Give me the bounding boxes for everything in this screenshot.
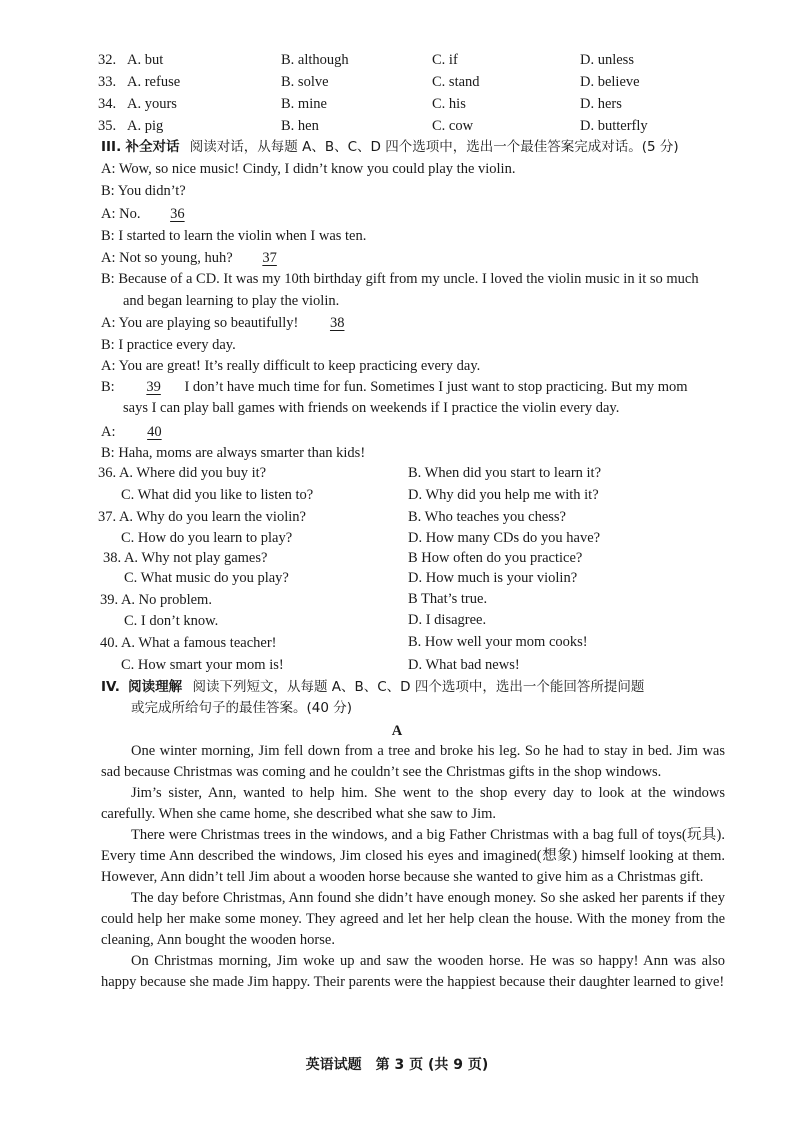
options-row: 38. A. Why not play games? [103, 550, 268, 566]
passage [101, 741, 725, 993]
dialogue-text: A: Not so young, huh? [101, 250, 233, 266]
options-row: 36. A. Where did you buy it? [98, 465, 267, 481]
paragraph: There were Christmas trees in the windows, and a big Father Christmas with a bag full of toys(玩具). Every time Ann described the windows, Jim closed his eyes and imagined(想象) himself looking at them. However, Ann didn’t tell Jim about a wooden horse because she wanted to give him as a Christmas gift. [101, 827, 725, 885]
option-b: B. hen [281, 118, 319, 134]
question-number: 34. [98, 96, 117, 112]
options-row: B. When did you start to learn it? [408, 465, 602, 481]
section-instruction: 阅读对话，从每题 A、B、C、D 四个选项中，选出一个最佳答案完成对话。(5 分) [189, 139, 679, 155]
section-title: 补全对话 [125, 139, 180, 155]
options-row: B. How well your mom cooks! [408, 634, 588, 650]
question-number: 33. [98, 74, 117, 90]
options-row: C. I don’t know. [124, 613, 219, 629]
dialogue-line: B: Haha, moms are always smarter than kids! [101, 445, 366, 461]
options-row: C. How do you learn to play? [121, 530, 293, 546]
dialogue-line: B: You didn’t? [101, 183, 186, 199]
dialogue-line [101, 204, 199, 225]
question-number: 35. [98, 118, 117, 134]
options-row: B. Who teaches you chess? [408, 509, 566, 525]
dialogue-line: A: You are great! It’s really difficult to keep practicing every day. [101, 358, 481, 374]
options-row: D. Why did you help me with it? [408, 487, 599, 503]
option-a: A. but [127, 52, 164, 68]
options-row: D. What bad news! [408, 657, 520, 673]
dialogue-line: B: I started to learn the violin when I was ten. [101, 228, 367, 244]
options-row: C. What did you like to listen to? [121, 487, 314, 503]
speaker-label: B: [101, 379, 115, 395]
question-number: 32. [98, 52, 117, 68]
section-instruction: 阅读下列短文，从每题 A、B、C、D 四个选项中，选出一个能回答所提问题 [192, 679, 645, 695]
option-b: B. although [281, 52, 349, 68]
answer-blank-40: 40 [147, 424, 162, 440]
option-a: A. refuse [127, 74, 181, 90]
dialogue-line [101, 313, 358, 334]
passage-title: A [391, 723, 403, 739]
dialogue-text: I don’t have much time for fun. Sometimes I just want to stop practicing. But my mom [184, 379, 688, 395]
option-d: D. believe [580, 74, 640, 90]
paragraph: The day before Christmas, Ann found she didn’t have enough money. So she asked her parents if they could help her make some money. They agreed and let her help clean the house. With the money from the cleaning, Ann bought the wooden horse. [101, 890, 725, 948]
answer-blank-38: 38 [329, 315, 345, 331]
dialogue-text: A: You are playing so beautifully! [101, 315, 299, 331]
paragraph: On Christmas morning, Jim woke up and saw the wooden horse. He was so happy! Ann was also happy because she made Jim happy. Their parents were the happiest because their daughter learned to give! [101, 953, 725, 990]
option-d: D. butterfly [580, 118, 648, 134]
options-row: D. How many CDs do you have? [408, 530, 601, 546]
dialogue-text: A: No. [101, 206, 141, 222]
option-b: B. solve [281, 74, 329, 90]
dialogue-line: says I can play ball games with friends on weekends if I practice the violin every day. [123, 400, 620, 416]
options-row: 40. A. What a famous teacher! [100, 635, 277, 651]
section-title: 阅读理解 [128, 679, 183, 695]
answer-blank-36: 36 [170, 206, 185, 222]
dialogue-line: B: Because of a CD. It was my 10th birthday gift from my uncle. I loved the violin music in it so much [101, 271, 699, 287]
options-row: 39. A. No problem. [100, 592, 212, 608]
paragraph: One winter morning, Jim fell down from a tree and broke his leg. So he had to stay in bed. Jim was sad because Christmas was coming and he couldn’t see the Christmas gifts in the shop windows. [101, 743, 725, 780]
option-a: A. pig [127, 118, 164, 134]
dialogue-line: B: I practice every day. [101, 337, 236, 353]
options-row: B That’s true. [408, 591, 488, 607]
option-c: C. his [432, 96, 466, 112]
dialogue-line [101, 377, 688, 398]
option-a: A. yours [127, 96, 177, 112]
dialogue-line: and began learning to play the violin. [123, 293, 340, 309]
section-number: III. [101, 139, 122, 155]
options-row: D. I disagree. [408, 612, 487, 628]
option-c: C. cow [432, 118, 474, 134]
option-d: D. hers [580, 96, 622, 112]
options-row: 37. A. Why do you learn the violin? [98, 509, 306, 525]
section-3-heading [101, 137, 679, 158]
dialogue-line [101, 248, 291, 269]
page-footer: 英语试题 第 3 页 (共 9 页) [305, 1057, 489, 1073]
option-b: B. mine [281, 96, 327, 112]
section-number: IV. [101, 679, 120, 695]
section-4-heading [101, 677, 644, 698]
option-d: D. unless [580, 52, 634, 68]
option-c: C. stand [432, 74, 480, 90]
answer-blank-39: 39 [146, 379, 161, 395]
paragraph: Jim’s sister, Ann, wanted to help him. She went to the shop every day to look at the windows carefully. When she came home, she described what she saw to Jim. [101, 785, 725, 822]
options-row: C. How smart your mom is! [121, 657, 284, 673]
speaker-label: A: [101, 424, 116, 440]
options-row: B How often do you practice? [408, 550, 583, 566]
answer-blank-37: 37 [262, 250, 277, 266]
dialogue-line [101, 422, 188, 443]
options-row: D. How much is your violin? [408, 570, 578, 586]
options-row: C. What music do you play? [124, 570, 289, 586]
dialogue-line: A: Wow, so nice music! Cindy, I didn’t know you could play the violin. [101, 161, 516, 177]
section-4-instruction-cont: 或完成所给句子的最佳答案。(40 分) [131, 700, 353, 716]
option-c: C. if [432, 52, 458, 68]
